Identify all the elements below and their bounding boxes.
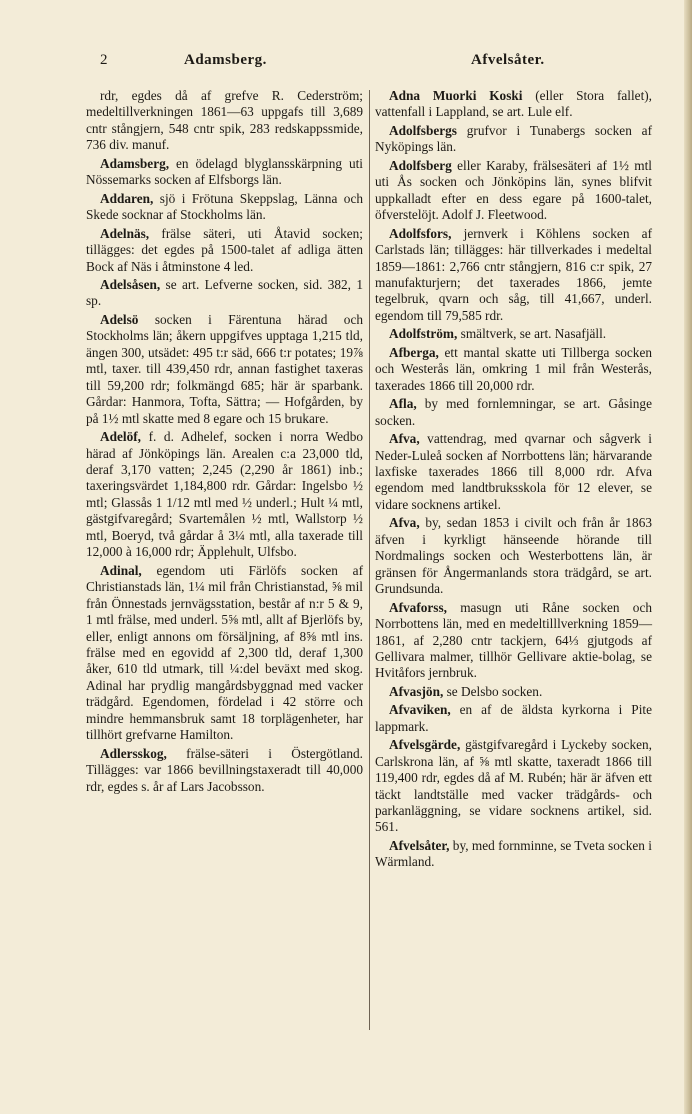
right-column [375,88,652,873]
entry: Afvaforss, masugn uti Råne socken och Norrbottens län, med en medeltilllverkning 1859—1861, af 2,280 cntr tackjern, 64⅓ gjutgods af Gellivara malmer, tillhör Gellivare aktie-bolag, se Hvitåfors jernbruk. [375,599,652,681]
entry: Adamsberg, en ödelagd blyglansskärpning uti Nössemarks socken af Elfsborgs län. [86,155,363,188]
entry: Afvaviken, en af de äldsta kyrkorna i Pite lappmark. [375,702,652,734]
entry: Adelsåsen, se art. Lefverne socken, sid. 382, 1 sp. [86,276,363,309]
column-divider [369,90,370,1030]
entry: Afvelsgärde, gästgifvaregård i Lyckeby socken, Carlskrona län, af ⅝ mtl skatte, taxeradt 1866 till 119,400 rdr, egdes då af M. Rubén; här är äfven ett täckt landtställe med vacker trädgårds- och parkanläggning, se vidare socknens artikel, sid. 561. [375,737,652,835]
entry: Afvelsåter, by, med fornminne, se Tveta socken i Wärmland. [375,837,652,870]
page-edge [684,0,692,1114]
entry: Adelöf, f. d. Adhelef, socken i norra Wedbo härad af Jönköpings län. Arealen c:a 23,000 tld, deraf 3,170 vatten; 2,245 (2,290 år 1861) inb.; taxeringsvärdet 1,184,800 rdr. Gårdar: Ingelsbo ½ mtl; Glassås 1 1/12 mtl med ½ underl.; Hult ¼ mtl, gästgifvaregård; Svartemålen ½ mtl, Wallstorp ½ mtl, Boeryd, två gårdar å 3¼ mtl, alla taxerade till 12,000 à 16,000 rdr; Äpplehult, Ulfsbo. [86,429,363,560]
entry: Afva, by, sedan 1853 i civilt och från år 1863 äfven i kyrkligt hänseende hörande till Nordmalings socken och Westerbottens län, är gränsen för Ångermanlands stora trädgård, se art. Grundsunda. [375,515,652,597]
left-running-head: Adamsberg. [184,52,267,68]
entry: Afberga, ett mantal skatte uti Tillberga socken och Westerås län, omkring 1 mil från Westerås, taxerades 1866 till 20,000 rdr. [375,344,652,393]
entry: Adolfström, smältverk, se art. Nasafjäll. [389,326,607,342]
entry: Addaren, sjö i Frötuna Skeppslag, Länna och Skede socknar af Stockholms län. [86,190,363,223]
page-number: 2 [100,52,108,68]
entry: Adna Muorki Koski (eller Stora fallet), vattenfall i Lappland, se art. Lule elf. [375,88,653,120]
entry: Adelsö socken i Färentuna härad och Stockholms län; åkern uppgifves upptaga 1,215 tld, ängen 300, utsädet: 495 t:r säd, 666 t:r potates; 19⅞ mtl, taxer. till 439,450 rdr, annan fastighet taxeras till 59,200 rdr; folkmängd 685; här är sparbank. Gårdar: Hanmora, Tofta, Sättra; — Hofgården, by på 1½ mtl skatte med 8 egare och 15 brukare. [86,311,363,426]
entry: Adolfsberg eller Karaby, frälsesäteri af 1½ mtl uti Ås socken och Jönköpins län, synes blifvit uppkalladt efter en dess egare på 1600-talet, öfverstelöjt. Adolf J. Fleetwood. [375,157,652,223]
left-column [86,88,363,797]
entry: Adlersskog, frälse-säteri i Östergötland. Tillägges: var 1866 bevillningstaxeradt till 40,000 rdr, egdes s. år af Lars Jacobsson. [86,745,363,794]
entry: Adolfsfors, jernverk i Köhlens socken af Carlstads län; tillägges: här tillverkades i medeltal 1859—1861: 2,766 cntr stångjern, 816 c:r spik, 27 manufakturjern; det taxerades 1866, jemte tegelbruk, qvarn och såg, till 41,667, underl. egendom till 79,585 rdr. [375,225,652,323]
entry: Afvasjön, se Delsbo socken. [389,683,543,699]
entry: Adinal, egendom uti Färlöfs socken af Christianstads län, 1¼ mil från Christianstad, ⅝ mil från Önnestads jernvägsstation, består af n:r 5 & 9, 1 mtl frälse, med underl. 5⅝ mtl, allt af Bjerlöfs by, eller, enligt annons om försäljning, af 8⅝ mtl ins. frälse med en egovidd af 2,300 tld, deraf 1,300 åker, 610 tld utmark, till ¼:del beväxt med skog. Adinal har prydlig mangårdsbyggnad med vacker trädgård. Egendomen, fördelad i 42 större och mindre hemmansbruk samt 18 torplägenheter, har tillhört grefvarne Hamilton. [86,562,363,743]
running-header [86,50,606,76]
entry: Adelnäs, frälse säteri, uti Åtavid socken; tillägges: det egdes på 1500-talet af adliga ätten Bock af Näs i åtminstone 4 led. [86,225,363,274]
entry: Afla, by med fornlemningar, se art. Gåsinge socken. [375,396,652,428]
entry: Afva, vattendrag, med qvarnar och sågverk i Neder-Luleå socken af Norrbottens län; härvarande laxfiske taxerades 1866 till 8,000 rdr. Afva egendom med landtbruksskola för 12 elever, se vidare socknens artikel. [375,431,652,512]
right-running-head: Afvelsåter. [471,52,545,68]
entry: rdr, egdes då af grefve R. Cederström; medeltillverkningen 1861—63 uppgafs till 3,689 cntr stångjern, 548 cntr spik, 283 redskappssmide, 736 div. manuf. [86,88,363,153]
entry: Adolfsbergs grufvor i Tunabergs socken af Nyköpings län. [375,122,652,155]
